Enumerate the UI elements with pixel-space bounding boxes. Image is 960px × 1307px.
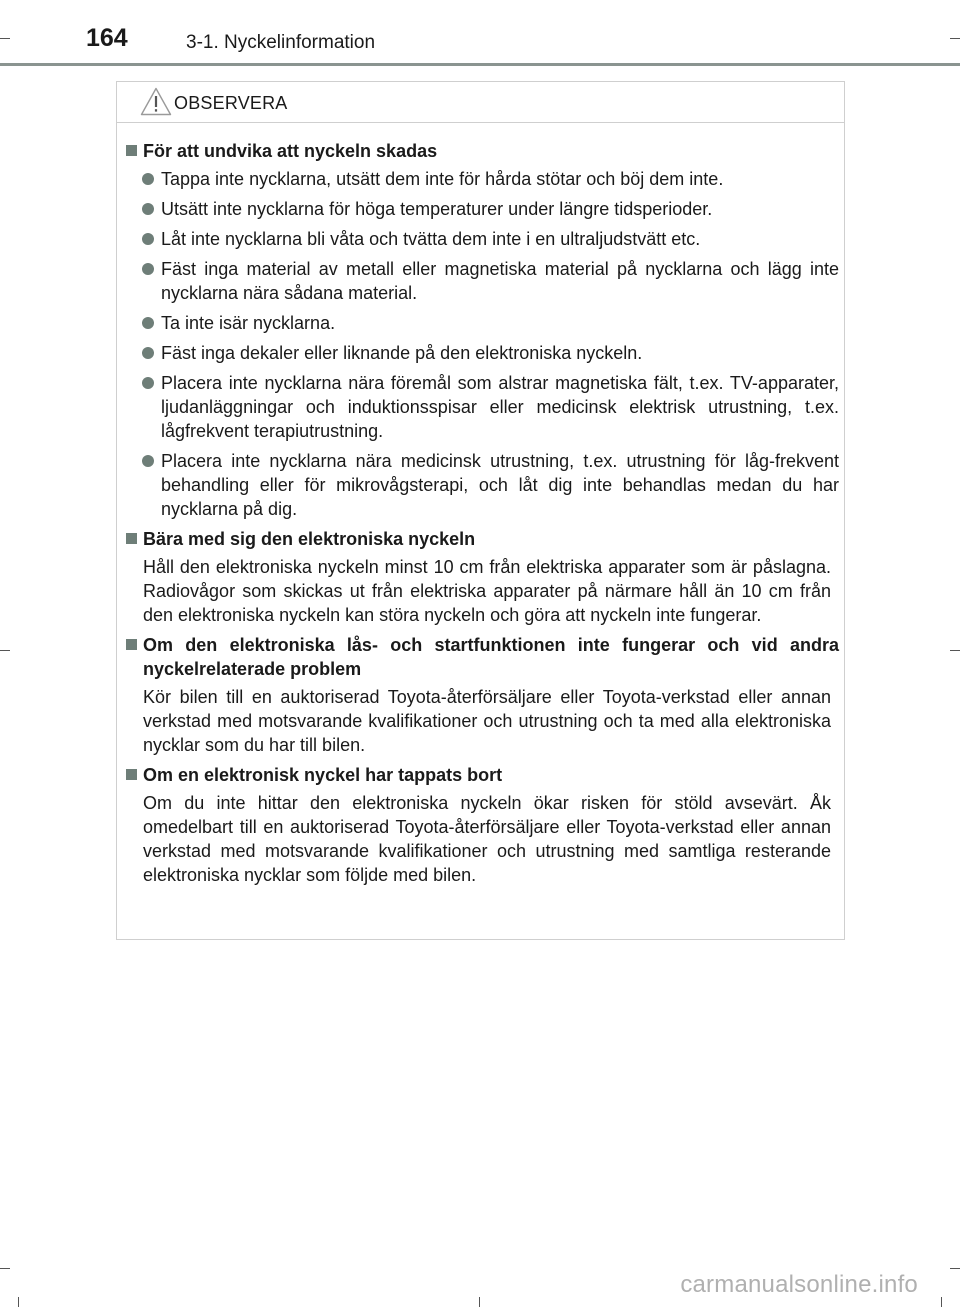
- crop-mark: [479, 1297, 480, 1307]
- square-bullet-icon: [126, 639, 137, 650]
- notice-box: [116, 81, 845, 940]
- page-header: [0, 0, 960, 70]
- circle-bullet-icon: [142, 317, 154, 329]
- section-heading: Om den elektroniska lås- och startfunktionen inte fungerar och vid andra nyckelrelaterade problem: [126, 633, 839, 681]
- list-item: Fäst inga dekaler eller liknande på den elektroniska nyckeln.: [126, 341, 839, 365]
- header-divider: [0, 63, 960, 66]
- warning-triangle-icon: [140, 87, 172, 116]
- square-bullet-icon: [126, 769, 137, 780]
- list-item: Placera inte nycklarna nära medicinsk utrustning, t.ex. utrustning för låg-frekvent behandling eller för mikrovågsterapi, och låt dig inte behandlas medan du har nycklarna på dig.: [126, 449, 839, 521]
- list-item: Utsätt inte nycklarna för höga temperaturer under längre tidsperioder.: [126, 197, 839, 221]
- square-bullet-icon: [126, 533, 137, 544]
- crop-mark: [950, 1268, 960, 1269]
- watermark: carmanualsonline.info: [680, 1271, 918, 1298]
- circle-bullet-icon: [142, 263, 154, 275]
- crop-mark: [18, 1297, 19, 1307]
- list-item: Låt inte nycklarna bli våta och tvätta dem inte i en ultraljudstvätt etc.: [126, 227, 839, 251]
- crop-mark: [950, 650, 960, 651]
- notice-header: [117, 82, 844, 123]
- crop-mark: [950, 38, 960, 39]
- circle-bullet-icon: [142, 347, 154, 359]
- list-item: Placera inte nycklarna nära föremål som alstrar magnetiska fält, t.ex. TV-apparater, ljudanläggningar och induktionsspisar eller medicinsk elektrisk utrustning, t.ex. lågfrekvent terapiutrustning.: [126, 371, 839, 443]
- crop-mark: [0, 1268, 10, 1269]
- section-paragraph: Håll den elektroniska nyckeln minst 10 cm från elektriska apparater som är påslagna. Radiovågor som skickas ut från elektriska apparater på närmare håll än 10 cm från den elektroniska nyckeln kan störa nyckeln och göra att nyckeln inte fungerar.: [143, 557, 831, 625]
- list-item: Ta inte isär nycklarna.: [126, 311, 839, 335]
- section-heading: För att undvika att nyckeln skadas: [126, 139, 839, 163]
- page-number: 164: [86, 24, 128, 52]
- crop-mark: [941, 1297, 942, 1307]
- notice-title: OBSERVERA: [174, 93, 288, 113]
- notice-content: [126, 139, 839, 893]
- list-item: Fäst inga material av metall eller magnetiska material på nycklarna och lägg inte nycklarna nära sådana material.: [126, 257, 839, 305]
- circle-bullet-icon: [142, 173, 154, 185]
- circle-bullet-icon: [142, 455, 154, 467]
- circle-bullet-icon: [142, 203, 154, 215]
- circle-bullet-icon: [142, 377, 154, 389]
- section-heading: Om en elektronisk nyckel har tappats bort: [126, 763, 839, 787]
- crop-mark: [0, 650, 10, 651]
- circle-bullet-icon: [142, 233, 154, 245]
- section-title: 3-1. Nyckelinformation: [186, 32, 376, 53]
- section-heading: Bära med sig den elektroniska nyckeln: [126, 527, 839, 551]
- square-bullet-icon: [126, 145, 137, 156]
- section-paragraph: Om du inte hittar den elektroniska nyckeln ökar risken för stöld avsevärt. Åk omedelbart till en auktoriserad Toyota-återförsäljare eller Toyota-verkstad eller annan verkstad med motsvarande kvalifikationer och utrustning med samtliga resterande elektroniska nycklar som följde med bilen.: [143, 793, 831, 885]
- section-paragraph: Kör bilen till en auktoriserad Toyota-återförsäljare eller Toyota-verkstad eller annan verkstad med motsvarande kvalifikationer och utrustning och ta med alla elektroniska nycklar som du har till bilen.: [143, 687, 831, 755]
- list-item: Tappa inte nycklarna, utsätt dem inte för hårda stötar och böj dem inte.: [126, 167, 839, 191]
- crop-mark: [0, 38, 10, 39]
